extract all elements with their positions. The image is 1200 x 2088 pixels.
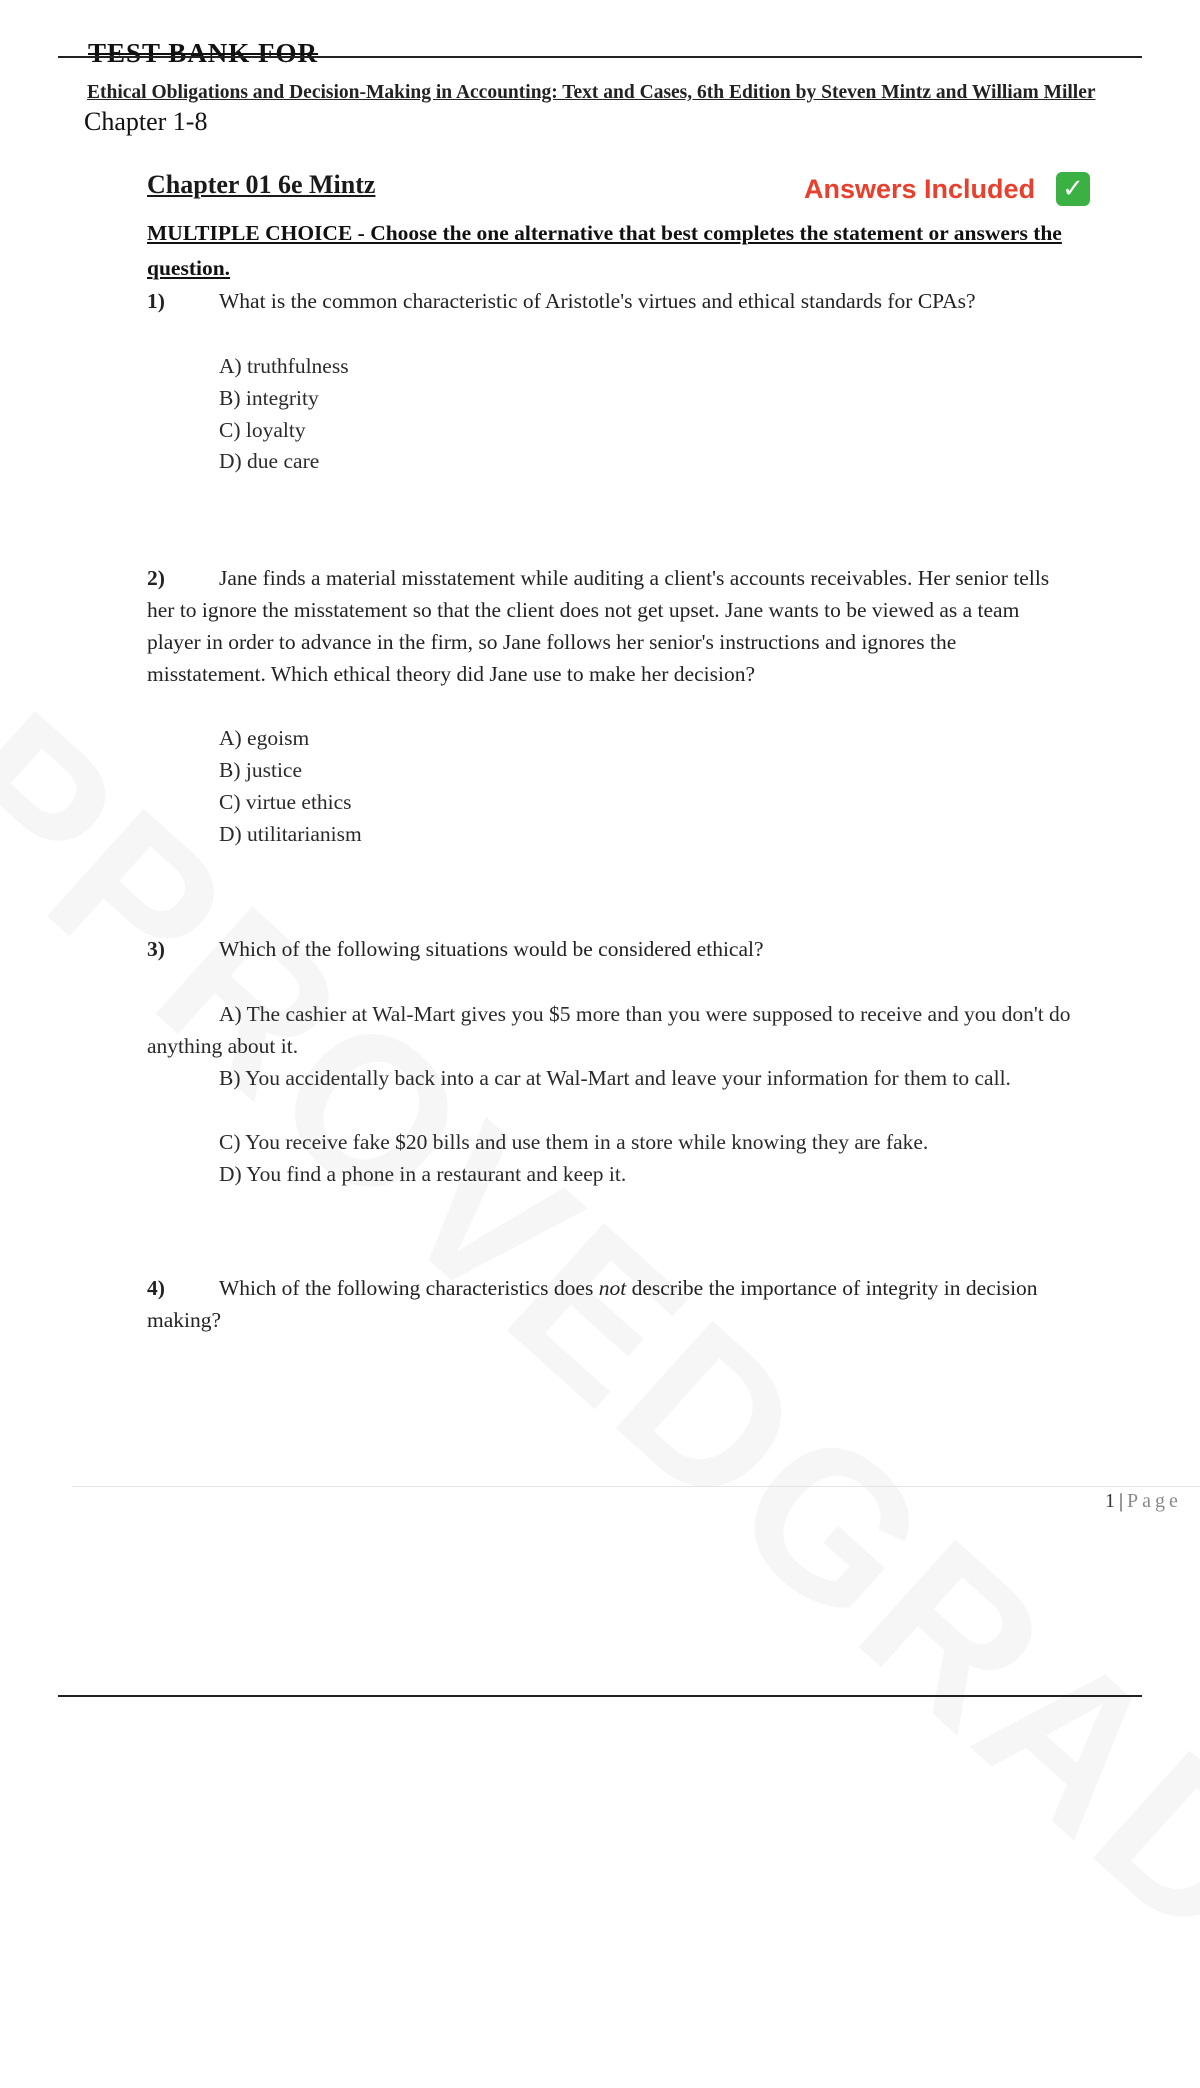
question-text-after: describe the importance of integrity in decision making? [147,1276,1038,1332]
question-number: 4) [147,1276,165,1300]
check-mark-icon: ✓ [1056,172,1090,206]
option-1c: C) loyalty [219,418,306,442]
question-text-before: Which of the following characteristics does [219,1276,599,1300]
page-number-separator: | [1119,1490,1124,1512]
answers-included-badge: Answers Included [804,174,1036,204]
page-label: Page [1127,1490,1182,1512]
option-1a: A) truthfulness [219,354,349,378]
header-rule [58,56,1142,58]
option-2c: C) virtue ethics [219,790,352,814]
question-number: 3) [147,937,165,961]
page-number-value: 1 [1105,1490,1115,1512]
option-3b: B) You accidentally back into a car at Wal-Mart and leave your information for them to call. [219,1066,1011,1090]
question-text: Which of the following situations would be considered ethical? [219,937,764,961]
option-1b: B) integrity [219,386,319,410]
book-title: Ethical Obligations and Decision-Making in Accounting: Text and Cases, 6th Edition by Steven Mintz and William Miller [87,82,1096,103]
option-1d: D) due care [219,449,320,473]
test-bank-title: TEST BANK FOR [88,38,319,68]
question-4 [147,1272,1077,1336]
option-2a: A) egoism [219,726,310,750]
question-2 [147,562,1077,690]
question-text: Jane finds a material misstatement while auditing a client's accounts receivables. Her senior tells her to ignore the misstatement so that the client does not get upset. Jane wants to be viewed as a team player in order to advance in the firm, so Jane follows her senior's instructions and ignores the misstatement. Which ethical theory did Jane use to make her decision? [147,566,1050,686]
option-2d: D) utilitarianism [219,822,362,846]
question-text: What is the common characteristic of Aristotle's virtues and ethical standards for CPAs? [219,289,976,313]
chapter-range: Chapter 1-8 [84,107,208,136]
instructions: MULTIPLE CHOICE - Choose the one alternative that best completes the statement or answers the question. [147,221,1062,280]
footer-rule [72,1486,1200,1487]
question-number: 1) [147,289,165,313]
bottom-rule [58,1695,1142,1697]
page-number [1105,1490,1182,1513]
option-3d: D) You find a phone in a restaurant and keep it. [219,1162,627,1186]
chapter-heading: Chapter 01 6e Mintz [147,170,376,199]
question-text-emphasis: not [598,1276,627,1300]
question-3 [147,933,764,965]
option-3a: A) The cashier at Wal-Mart gives you $5 more than you were supposed to receive and you don't do anything about it. [147,1002,1071,1058]
option-3c: C) You receive fake $20 bills and use them in a store while knowing they are fake. [219,1130,929,1154]
question-number: 2) [147,566,165,590]
question-1 [147,285,976,317]
option-2b: B) justice [219,758,302,782]
